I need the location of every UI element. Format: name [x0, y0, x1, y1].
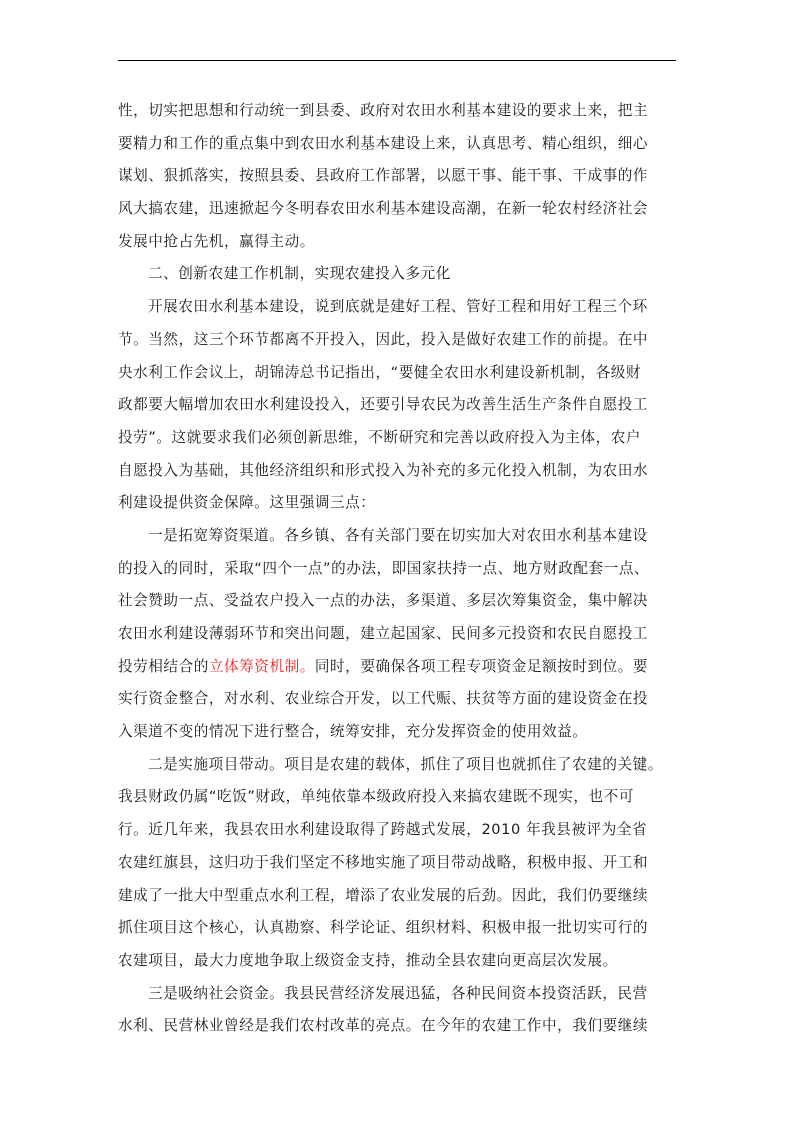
text-line: 农建红旗县，这归功于我们坚定不移地实施了项目带动战略，积极申报、开工和 — [118, 853, 649, 871]
section-heading: 二、创新农建工作机制，实现农建投入多元化 — [148, 265, 451, 283]
text-line-with-highlight — [118, 651, 678, 684]
text-line: 政都要大幅增加农田水利建设投入，还要引导农民为改善生活生产条件自愿投工 — [118, 396, 649, 414]
text-line: 发展中抢占先机，赢得主动。 — [118, 232, 315, 250]
text-line: 社会赞助一点、受益农户投入一点的办法，多渠道、多层次筹集资金，集中解决 — [118, 592, 649, 610]
text-segment: 投劳相结合的 — [118, 657, 209, 675]
text-line: 水利、民营林业曾经是我们农村改革的亮点。在今年的农建工作中，我们要继续 — [118, 1017, 649, 1035]
text-line: 利建设提供资金保障。这里强调三点： — [118, 494, 376, 512]
text-line: 三是吸纳社会资金。我县民营经济发展迅猛，各种民间资本投资活跃，民营 — [148, 984, 648, 1002]
text-line: 农田水利建设薄弱环节和突出问题，建立起国家、民间多元投资和农民自愿投工 — [118, 625, 649, 642]
text-line: 实行资金整合，对水利、农业综合开发，以工代赈、扶贫等方面的建设资金在投 — [118, 690, 649, 708]
text-line: 二是实施项目带动。项目是农建的载体，抓住了项目也就抓住了农建的关键。 — [148, 755, 663, 773]
text-line: 建成了一批大中型重点水利工程，增添了农业发展的后劲。因此，我们仍要继续 — [118, 886, 649, 904]
text-line: 节。当然，这三个环节都离不开投入，因此，投入是做好农建工作的前提。在中 — [118, 330, 649, 348]
text-line: 的投入的同时，采取“四个一点”的办法，即国家扶持一点、地方财政配套一点、 — [118, 559, 650, 577]
text-line: 投劳”。这就要求我们必须创新思维，不断研究和完善以政府投入为主体，农户 — [118, 428, 642, 446]
text-line: 风大搞农建，迅速掀起今冬明春农田水利基本建设高潮，在新一轮农村经济社会 — [118, 200, 649, 218]
text-line: 央水利工作会议上，胡锦涛总书记指出，“要健全农田水利建设新机制，各级财 — [118, 363, 642, 381]
text-line: 谋划、狠抓落实，按照县委、县政府工作部署，以愿干事、能干事、干成事的作 — [118, 167, 649, 185]
text-line: 要精力和工作的重点集中到农田水利基本建设上来，认真思考、精心组织，细心 — [118, 134, 649, 152]
header-rule — [118, 60, 676, 61]
text-line: 自愿投入为基础，其他经济组织和形式投入为补充的多元化投入机制，为农田水 — [118, 461, 649, 479]
document-body — [118, 95, 678, 1043]
text-line: 入渠道不变的情况下进行整合，统筹安排，充分发挥资金的使用效益。 — [118, 723, 588, 741]
text-line: 性，切实把思想和行动统一到县委、政府对农田水利基本建设的要求上来，把主 — [118, 102, 649, 119]
text-line: 开展农田水利基本建设，说到底就是建好工程、管好工程和用好工程三个环 — [148, 298, 648, 316]
text-line: 我县财政仍属“吃饭”财政，单纯依靠本级政府投入来搞农建既不现实，也不可 — [118, 788, 634, 806]
highlighted-phrase: 立体筹资机制。 — [208, 657, 315, 675]
text-line: 抓住项目这个核心，认真勘察、科学论证、组织材料、积极申报一批切实可行的 — [118, 919, 649, 937]
text-line: 行。近几年来，我县农田水利建设取得了跨越式发展，2010 年我县被评为全省 — [118, 821, 648, 839]
text-line: 农建项目，最大力度地争取上级资金支持，推动全县农建向更高层次发展。 — [118, 951, 618, 969]
text-segment: 同时，要确保各项工程专项资金足额按时到位。要 — [314, 657, 649, 675]
text-line: 一是拓宽筹资渠道。各乡镇、各有关部门要在切实加大对农田水利基本建设 — [148, 526, 648, 544]
